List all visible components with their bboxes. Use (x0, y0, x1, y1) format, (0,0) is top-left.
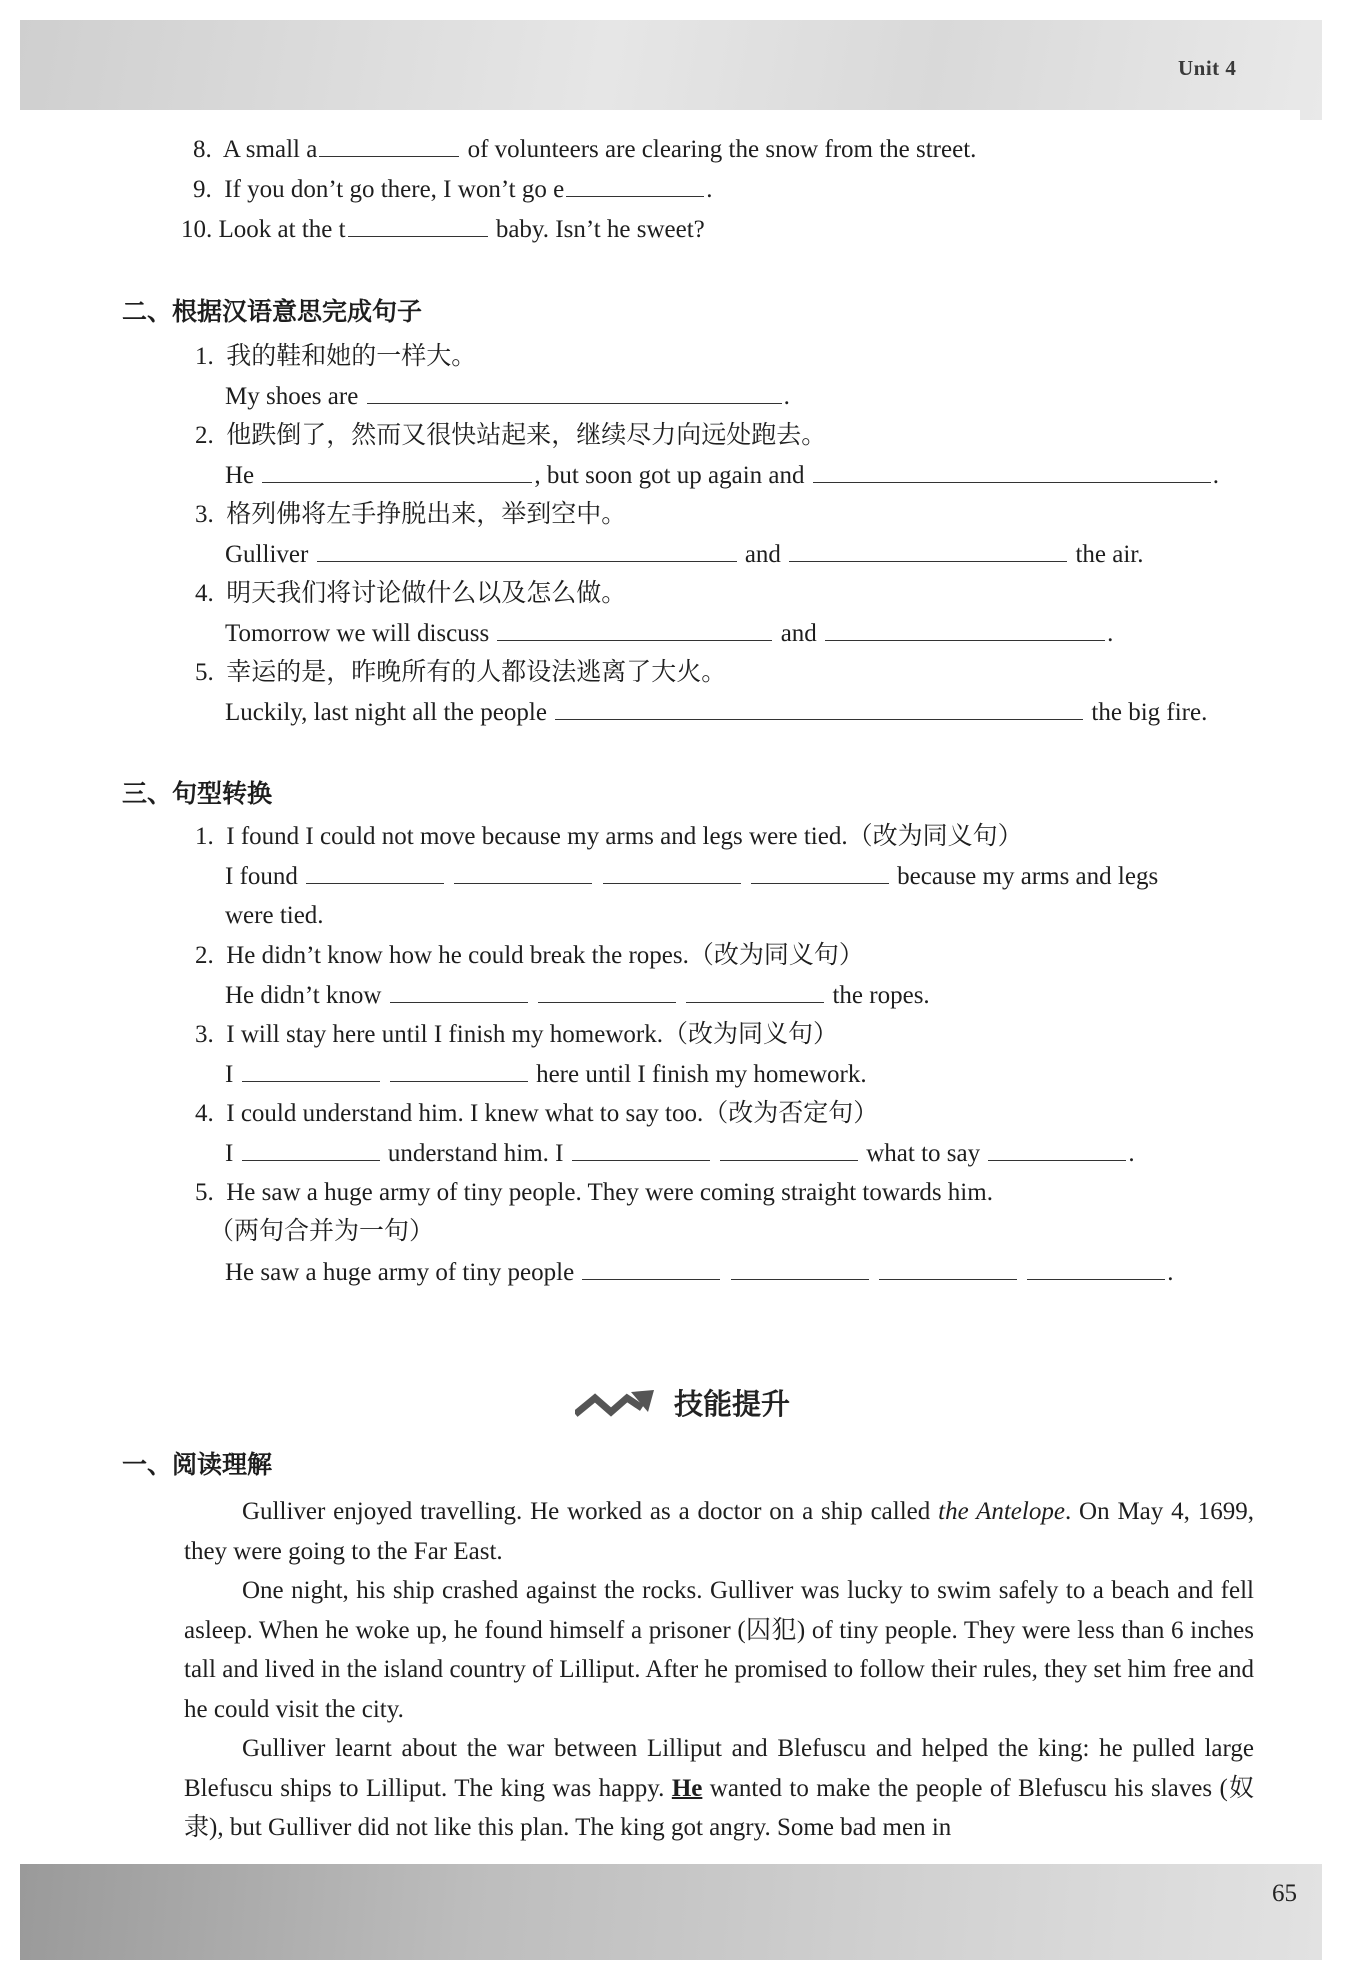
skills-heading: 技能提升 (674, 1387, 791, 1421)
top-scan-band (20, 20, 1322, 120)
blank[interactable] (319, 134, 459, 157)
reading-passage (184, 1492, 1254, 1848)
translation-item-4-zh: 4. 明天我们将讨论做什么以及怎么做。 (195, 580, 627, 607)
exercise-item-9: 9. If you don’t go there, I won’t go e . (193, 176, 713, 203)
blank[interactable] (538, 980, 676, 1003)
translation-item-3-zh: 3. 格列佛将左手挣脱出来，举到空中。 (195, 501, 627, 528)
blank[interactable] (813, 460, 1211, 483)
blank[interactable] (390, 980, 528, 1003)
underlined-pronoun: He (671, 1774, 703, 1802)
ship-name: the Antelope (938, 1498, 1065, 1525)
translation-item-5-zh: 5. 幸运的是，昨晚所有的人都设法逃离了大火。 (195, 659, 727, 686)
passage-paragraph-1: Gulliver enjoyed travelling. He worked as a doctor on a ship called the Antelope. On May 4, 1699, they were going to the Far East. (184, 1498, 1254, 1565)
translation-item-2-en: He , but soon got up again and . (225, 462, 1220, 489)
blank[interactable] (789, 539, 1067, 562)
transform-item-1-cont: were tied. (225, 902, 324, 929)
bottom-scan-band (20, 1864, 1322, 1960)
translation-item-1-zh: 1. 我的鞋和她的一样大。 (195, 343, 477, 370)
exercise-item-10: 10. Look at the t baby. Isn’t he sweet? (181, 216, 705, 243)
blank[interactable] (572, 1138, 710, 1161)
translation-item-4-en: Tomorrow we will discuss and . (225, 620, 1114, 647)
section-title-translation: 二、根据汉语意思完成句子 (122, 297, 423, 326)
blank[interactable] (731, 1257, 869, 1280)
translation-item-1-en: My shoes are . (225, 383, 790, 410)
blank[interactable] (390, 1059, 528, 1082)
translation-item-5-en: Luckily, last night all the people the big fire. (225, 699, 1208, 726)
blank[interactable] (1027, 1257, 1165, 1280)
blank[interactable] (582, 1257, 720, 1280)
transform-item-3-answer: I here until I finish my homework. (225, 1061, 867, 1088)
transform-item-2: 2. He didn’t know how he could break the ropes.（改为同义句） (195, 942, 864, 969)
blank[interactable] (348, 214, 488, 237)
blank[interactable] (497, 618, 772, 641)
blank[interactable] (566, 174, 704, 197)
transform-item-1: 1. I found I could not move because my arms and legs were tied.（改为同义句） (195, 823, 1023, 850)
blank[interactable] (242, 1059, 380, 1082)
section-title-reading: 一、阅读理解 (122, 1450, 273, 1479)
blank[interactable] (367, 381, 782, 404)
blank[interactable] (988, 1138, 1126, 1161)
passage-paragraph-3: Gulliver learnt about the war between Lilliput and Blefuscu and helped the king: he pulled large Blefuscu ships to Lilliput. The king was happy. He wanted to make the people of Blefuscu his slaves (奴隶), but Gulliver did not like this plan. The king got angry. Some bad men in (184, 1735, 1254, 1841)
blank[interactable] (555, 697, 1083, 720)
blank[interactable] (317, 539, 737, 562)
transform-item-4: 4. I could understand him. I knew what to say too.（改为否定句） (195, 1100, 879, 1127)
blank[interactable] (603, 861, 741, 884)
transform-item-5: 5. He saw a huge army of tiny people. They were coming straight towards him. (195, 1179, 993, 1206)
transform-item-5-instruction: （两句合并为一句） (209, 1218, 435, 1245)
blank[interactable] (262, 460, 532, 483)
blank[interactable] (686, 980, 824, 1003)
translation-item-3-en: Gulliver and the air. (225, 541, 1144, 568)
blank[interactable] (454, 861, 592, 884)
page-number: 65 (1272, 1880, 1297, 1907)
blank[interactable] (306, 861, 444, 884)
section-title-transformation: 三、句型转换 (122, 779, 273, 808)
blank[interactable] (751, 861, 889, 884)
rising-arrow-icon (575, 1386, 657, 1422)
blank[interactable] (879, 1257, 1017, 1280)
unit-label: Unit 4 (1178, 56, 1237, 80)
exercise-item-8: 8. A small a of volunteers are clearing the snow from the street. (193, 136, 977, 163)
transform-item-2-answer: He didn’t know the ropes. (225, 982, 930, 1009)
blank[interactable] (242, 1138, 380, 1161)
blank[interactable] (825, 618, 1105, 641)
transform-item-3: 3. I will stay here until I finish my homework.（改为同义句） (195, 1021, 838, 1048)
transform-item-1-answer: I found because my arms and legs (225, 863, 1159, 890)
translation-item-2-zh: 2. 他跌倒了，然而又很快站起来，继续尽力向远处跑去。 (195, 422, 827, 449)
blank[interactable] (720, 1138, 858, 1161)
passage-paragraph-2: One night, his ship crashed against the rocks. Gulliver was lucky to swim safely to a beach and fell asleep. When he woke up, he found himself a prisoner (囚犯) of tiny people. They were less than 6 inches tall and lived in the island country of Lilliput. After he promised to follow their rules, they set him free and he could visit the city. (184, 1577, 1254, 1723)
transform-item-4-answer: I understand him. I what to say . (225, 1140, 1135, 1167)
transform-item-5-answer: He saw a huge army of tiny people . (225, 1259, 1174, 1286)
